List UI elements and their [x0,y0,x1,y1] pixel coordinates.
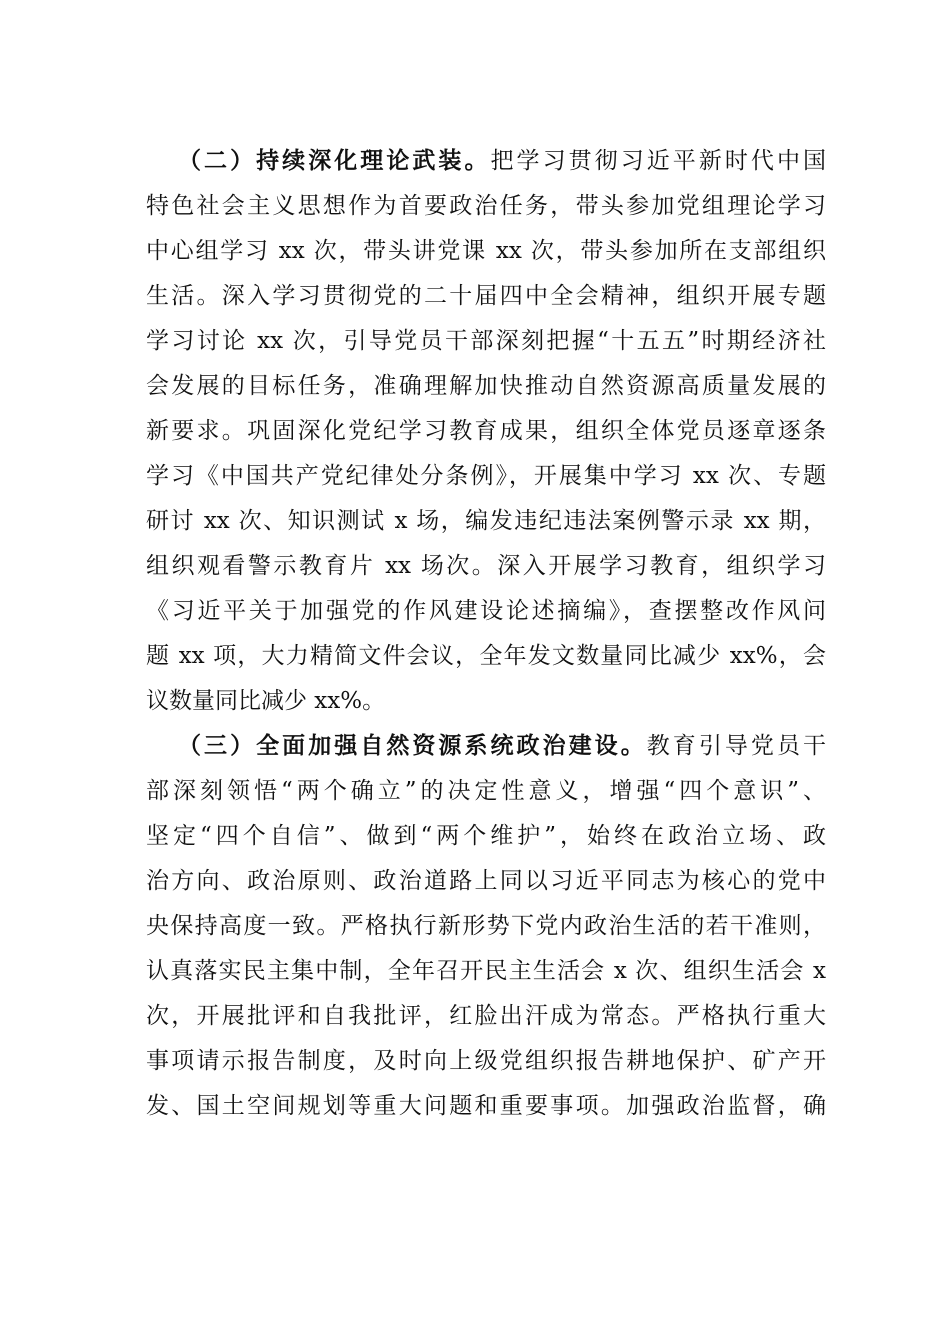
paragraph-2-line-6: 会发展的目标任务，准确理解加快推动自然资源高质量发展的 [146,373,826,399]
paragraph-3-line-2: 部深刻领悟“两个确立”的决定性意义，增强“四个意识”、 [146,778,826,804]
paragraph-2-heading: （二）持续深化理论武装。 [178,147,491,174]
paragraph-2-line-4: 生活。深入学习贯彻党的二十届四中全会精神，组织开展专题 [146,283,826,309]
paragraph-2-line-7: 新要求。巩固深化党纪学习教育成果，组织全体党员逐章逐条 [146,418,826,444]
paragraph-2-text: 把学习贯彻习近平新时代中国 [490,148,827,174]
paragraph-3-line-9: 发、国土空间规划等重大问题和重要事项。加强政治监督，确 [146,1093,826,1119]
paragraph-2-line-11: 《习近平关于加强党的作风建设论述摘编》，查摆整改作风问 [146,598,826,624]
paragraph-3-text: 教育引导党员干 [646,733,827,759]
paragraph-3-line-4: 治方向、政治原则、政治道路上同以习近平同志为核心的党中 [146,868,826,894]
paragraph-2-line-9: 研讨 xx 次、知识测试 x 场，编发违纪违法案例警示录 xx 期， [146,508,826,534]
paragraph-2-line-5: 学习讨论 xx 次，引导党员干部深刻把握“十五五”时期经济社 [146,328,826,354]
paragraph-2-line-10: 组织观看警示教育片 xx 场次。深入开展学习教育，组织学习 [146,553,826,579]
paragraph-3-line-7: 次，开展批评和自我批评，红脸出汗成为常态。严格执行重大 [146,1003,826,1029]
paragraph-3-line-6: 认真落实民主集中制，全年召开民主生活会 x 次、组织生活会 x [146,958,826,984]
paragraph-3-line-5: 央保持高度一致。严格执行新形势下党内政治生活的若干准则， [146,913,826,939]
paragraph-2-line-13: 议数量同比减少 xx%。 [146,688,386,714]
paragraph-2-line-8: 学习《中国共产党纪律处分条例》，开展集中学习 xx 次、专题 [146,463,826,489]
paragraph-3-line-1 [178,731,826,761]
paragraph-2-line-1 [178,146,826,176]
paragraph-2-line-3: 中心组学习 xx 次，带头讲党课 xx 次，带头参加所在支部组织 [146,238,826,264]
paragraph-3-heading: （三）全面加强自然资源系统政治建设。 [178,732,647,759]
paragraph-2-line-2: 特色社会主义思想作为首要政治任务，带头参加党组理论学习 [146,193,826,219]
paragraph-2-line-12: 题 xx 项，大力精简文件会议，全年发文数量同比减少 xx%，会 [146,643,826,669]
paragraph-3-line-8: 事项请示报告制度，及时向上级党组织报告耕地保护、矿产开 [146,1048,826,1074]
paragraph-3-line-3: 坚定“四个自信”、做到“两个维护”，始终在政治立场、政 [146,823,826,849]
